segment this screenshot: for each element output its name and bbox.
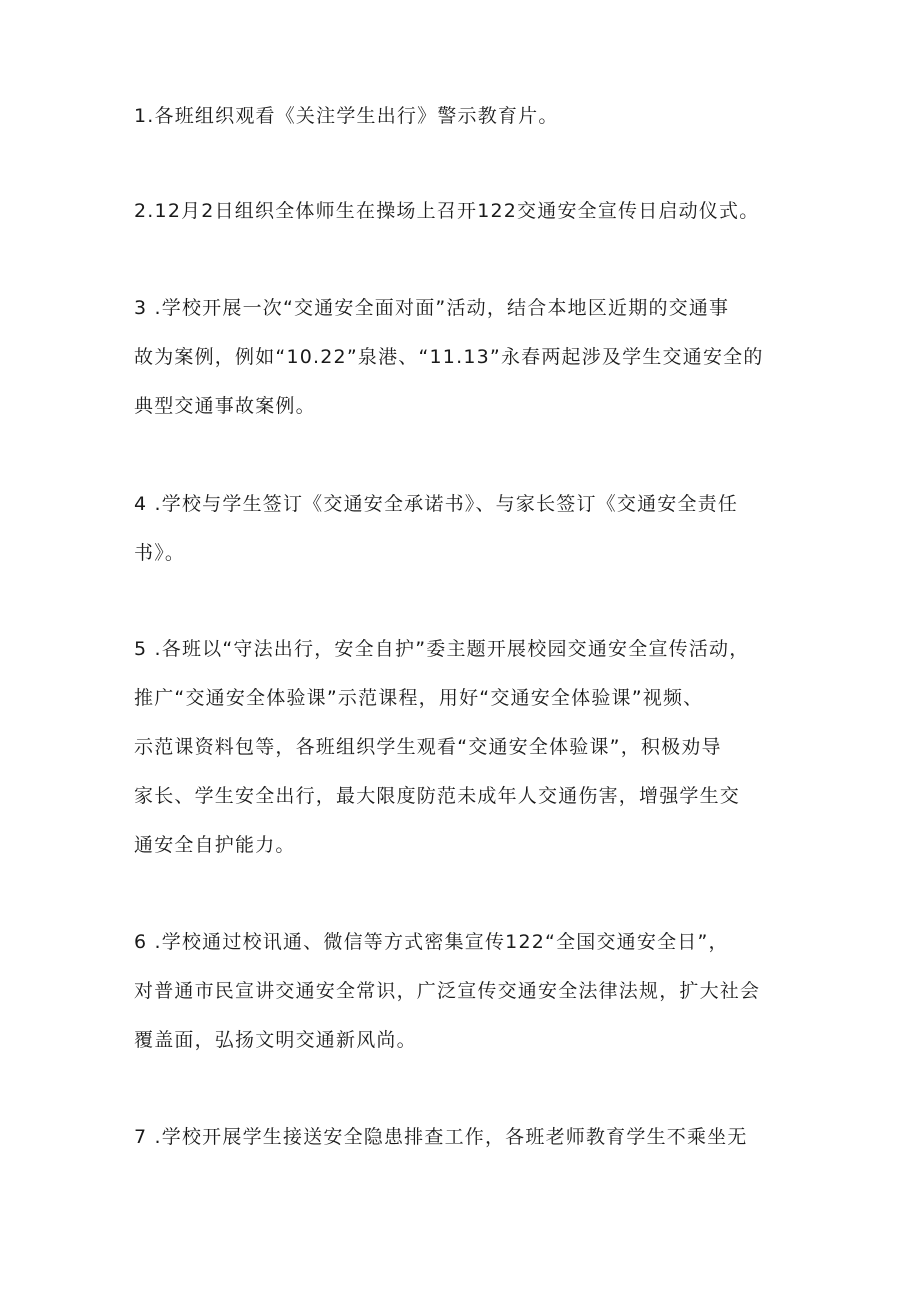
text-line: 书》。 (134, 542, 186, 564)
text-line: 典型交通事故案例。 (134, 395, 316, 417)
text-line: 推广“交通安全体验课”示范课程，用好“交通安全体验课”视频、 (134, 687, 704, 709)
text-line: 通安全自护能力。 (134, 834, 296, 856)
text-line: 3 .学校开展一次“交通安全面对面”活动，结合本地区近期的交通事 (134, 297, 730, 319)
text-line: 5 .各班以“守法出行，安全自护”委主题开展校园交通安全宣传活动， (134, 638, 750, 660)
text-line: 7 .学校开展学生接送安全隐患排查工作，各班老师教育学生不乘坐无 (134, 1126, 748, 1148)
list-item-5 (134, 625, 804, 870)
list-item-3 (134, 284, 804, 431)
text-line: 对普通市民宣讲交通安全常识，广泛宣传交通安全法律法规，扩大社会 (134, 980, 761, 1002)
text-line: 家长、学生安全出行，最大限度防范未成年人交通伤害，增强学生交 (134, 785, 741, 807)
text-line: 6 .学校通过校讯通、微信等方式密集宣传122“全国交通安全日”， (134, 931, 729, 953)
list-item-6 (134, 918, 804, 1065)
text-line: 2.12月2日组织全体师生在操场上召开122交通安全宣传日启动仪式。 (134, 200, 760, 222)
list-item-2 (134, 187, 804, 236)
text-line: 故为案例，例如“10.22”泉港、“11.13”永春两起涉及学生交通安全的 (134, 346, 764, 368)
text-line: 1.各班组织观看《关注学生出行》警示教育片。 (134, 105, 559, 127)
list-item-1 (134, 92, 804, 141)
text-line: 4 .学校与学生签订《交通安全承诺书》、与家长签订《交通安全责任 (134, 493, 739, 515)
text-line: 覆盖面，弘扬文明交通新风尚。 (134, 1029, 417, 1051)
list-item-4 (134, 480, 804, 578)
text-line: 示范课资料包等，各班组织学生观看“交通安全体验课”，积极劝导 (134, 736, 722, 758)
list-item-7 (134, 1113, 804, 1162)
